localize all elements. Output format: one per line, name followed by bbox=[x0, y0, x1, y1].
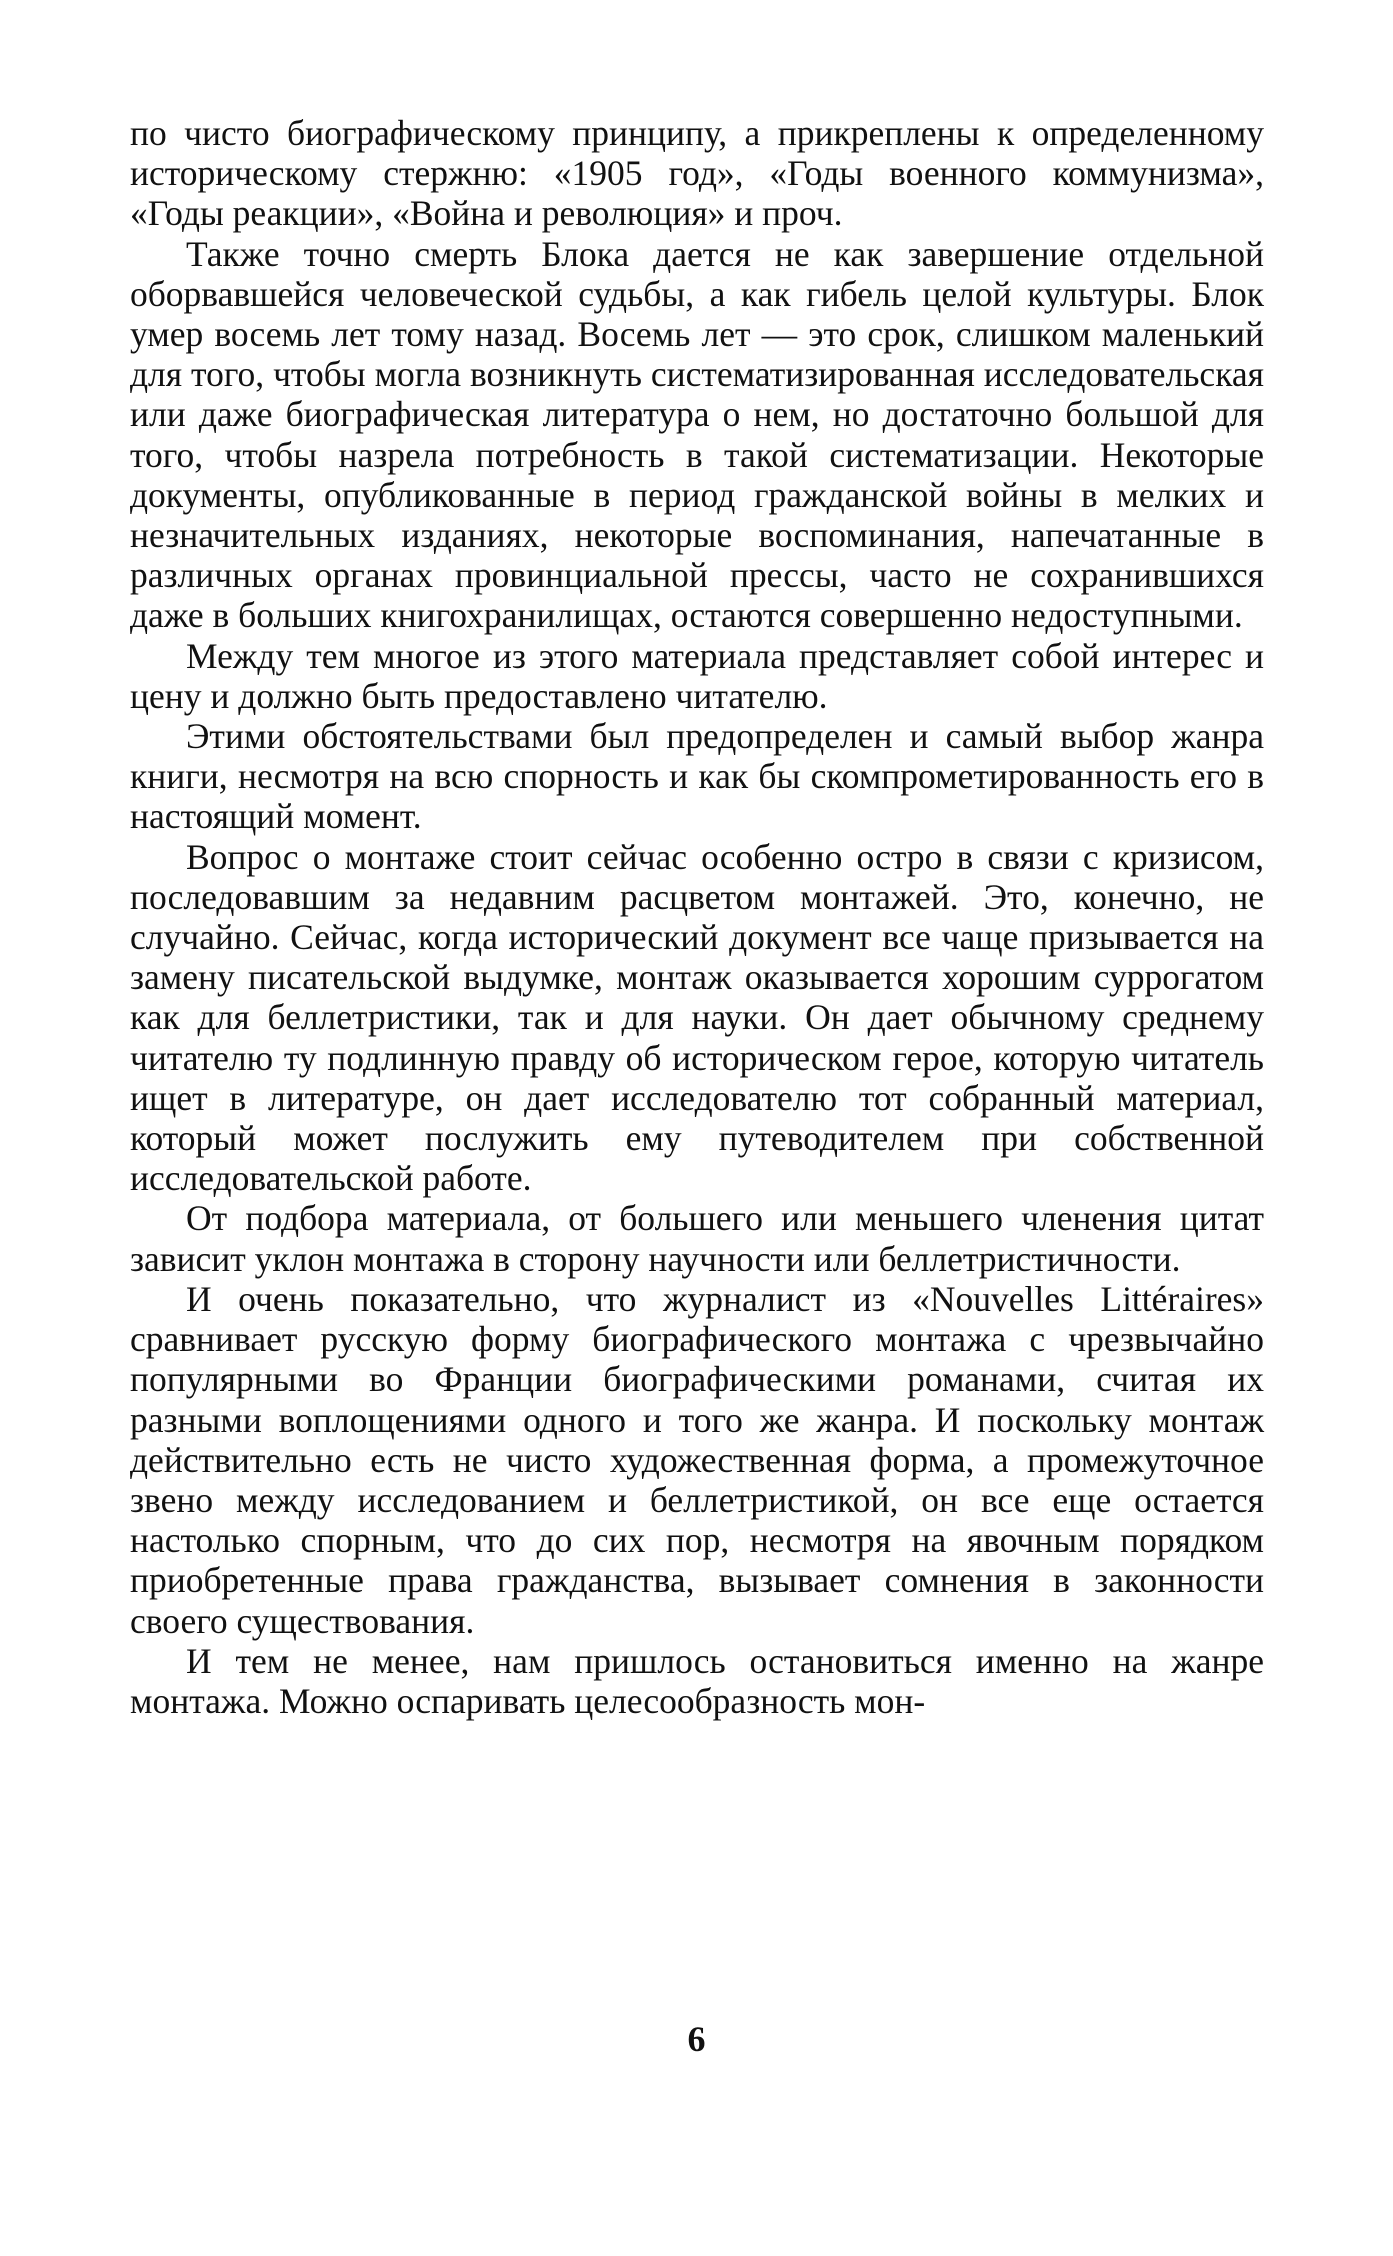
paragraph-material-selection: От подбора материала, от большего или меньшего членения цитат зависит уклон монтажа в сторону научности или беллетристичности. bbox=[130, 1198, 1264, 1279]
body-text bbox=[130, 113, 1264, 1721]
page-number: 6 bbox=[687, 2019, 706, 2059]
paragraph-genre-choice: Этими обстоятельствами был предопределен и самый выбор жанра книги, несмотря на всю спорность и как бы скомпрометированность его в настоящий момент. bbox=[130, 716, 1264, 837]
paragraph-genre-montage: И тем не менее, нам пришлось остановиться именно на жанре монтажа. Можно оспаривать целесообразность мон- bbox=[130, 1640, 1264, 1721]
paragraph-nouvelles-litteraires: И очень показательно, что журналист из «Nouvelles Littéraires» сравнивает русскую форму биографического монтажа с чрезвычайно популярными во Франции биографическими романами, считая их разными воплощениями одного и того же жанра. И поскольку монтаж действительно есть не чисто художественная форма, а промежуточное звено между исследованием и беллетристикой, он все еще остается настолько спорным, что до сих пор, несмотря на явочным порядком приобретенные права гражданства, вызывает сомнения в законности своего существования. bbox=[130, 1278, 1264, 1641]
paragraph-blok-death: Также точно смерть Блока дается не как завершение отдельной оборвавшейся человеческой судьбы, а как гибель целой культуры. Блок умер восемь лет тому назад. Восемь лет — это срок, слишком маленький для того, чтобы могла возникнуть систематизированная исследовательская или даже биографическая литература о нем, но достаточно большой для того, чтобы назрела потребность в такой систематизации. Некоторые документы, опубликованные в период гражданской войны в мелких и незначительных изданиях, некоторые воспоминания, напечатанные в различных органах провинциальной прессы, часто не сохранившихся даже в больших книгохранилищах, остаются совершенно недоступными. bbox=[130, 233, 1264, 636]
paragraph-montage-question: Вопрос о монтаже стоит сейчас особенно остро в связи с кризисом, последовавшим за недавним расцветом монтажей. Это, конечно, не случайно. Сейчас, когда исторический документ все чаще призывается на замену писательской выдумке, монтаж оказывается хорошим суррогатом как для беллетристики, так и для науки. Он дает обычному среднему читателю ту подлинную правду об историческом герое, которую читатель ищет в литературе, он дает исследователю тот собранный материал, который может послужить ему путеводителем при собственной исследовательской работе. bbox=[130, 836, 1264, 1199]
paragraph-continuation: по чисто биографическому принципу, а прикреплены к определенному историческому стержню: «1905 год», «Годы военного коммунизма», «Годы реакции», «Война и революция» и проч. bbox=[130, 113, 1264, 234]
paragraph-material-interest: Между тем многое из этого материала представляет собой интерес и цену и должно быть предоставлено читателю. bbox=[130, 635, 1264, 716]
